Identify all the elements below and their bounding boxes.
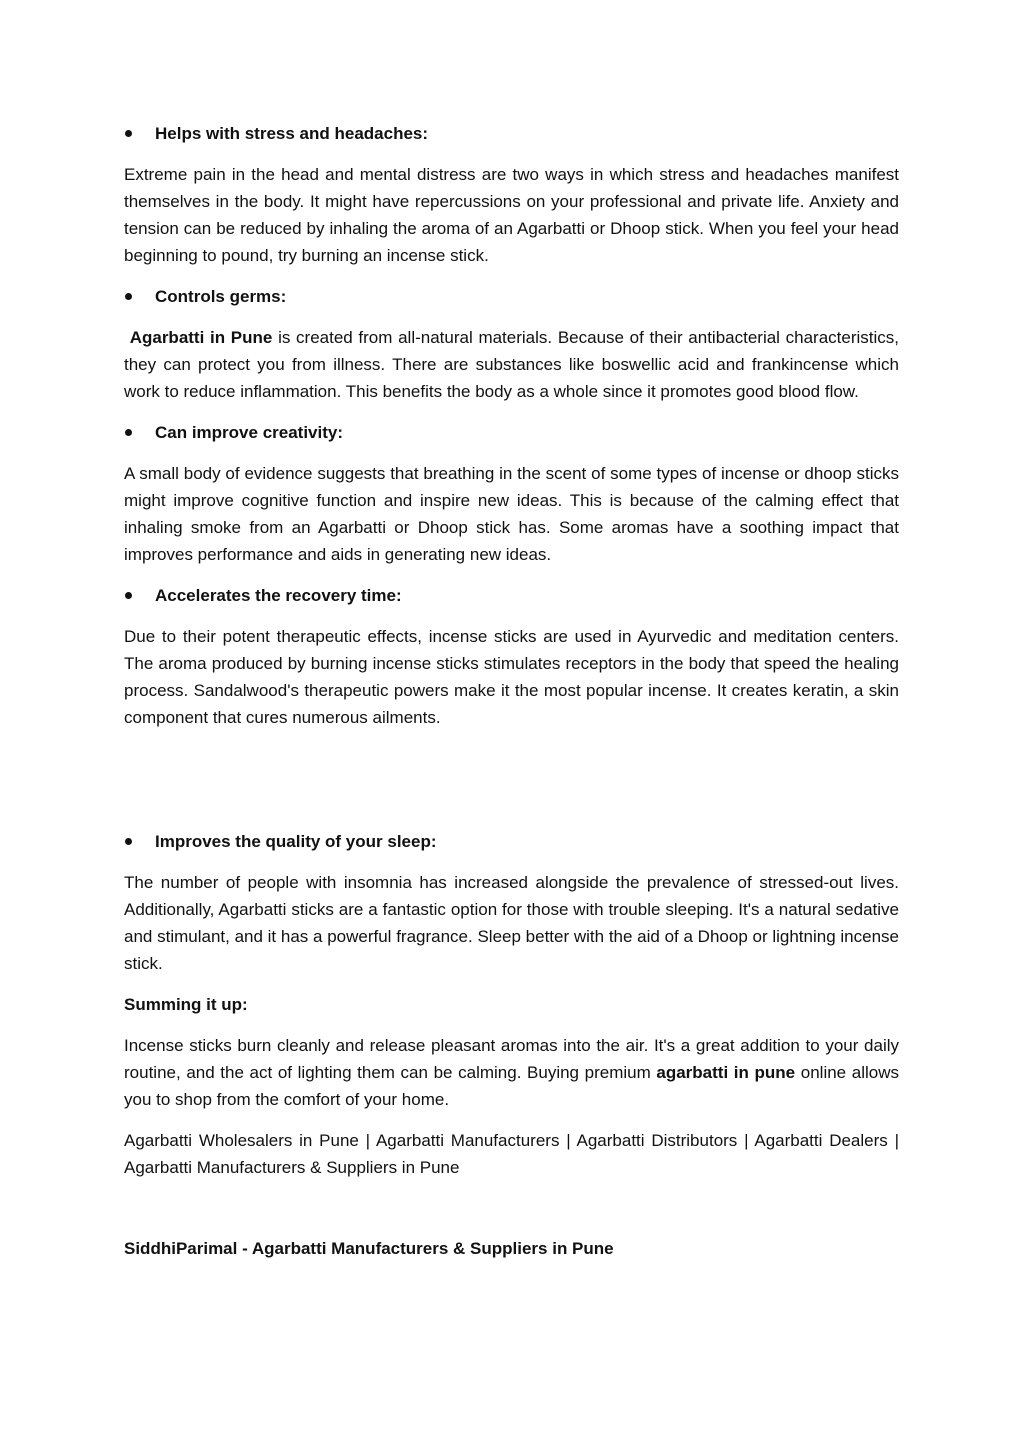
- section-heading-creativity: [124, 419, 899, 446]
- section-heading-text: Controls germs:: [155, 287, 287, 306]
- section-heading-text: Can improve creativity:: [155, 423, 344, 442]
- section-heading-text: Improves the quality of your sleep:: [155, 832, 437, 851]
- bold-keyword: agarbatti in pune: [656, 1063, 796, 1082]
- section-body-creativity: A small body of evidence suggests that breathing in the scent of some types of incense or dhoop sticks might improve cognitive function and inspire new ideas. This is because of the calming effect that inhaling smoke from an Agarbatti or Dhoop stick has. Some aromas have a soothing impact that improves performance and aids in generating new ideas.: [124, 464, 899, 564]
- section-body-text: is created from all-natural materials. Because of their antibacterial characteristics, they can protect you from illness. There are substances like boswellic acid and frankincense which work to reduce inflammation. This benefits the body as a whole since it promotes good blood flow.: [124, 328, 900, 401]
- section-heading-text: Helps with stress and headaches:: [155, 124, 429, 143]
- section-heading-text: Accelerates the recovery time:: [155, 586, 402, 605]
- summary-text: Incense sticks burn cleanly and release pleasant aromas into the air. It's a great addition to your daily routine, and the act of lighting them can be calming. Buying premium: [124, 1036, 899, 1082]
- section-body-stress: Extreme pain in the head and mental distress are two ways in which stress and headaches manifest themselves in the body. It might have repercussions on your professional and private life. Anxiety and tension can be reduced by inhaling the aroma of an Agarbatti or Dhoop stick. When you feel your head beginning to pound, try burning an incense stick.: [124, 165, 899, 265]
- section-heading-germs: [124, 283, 899, 310]
- section-heading-recovery: [124, 582, 899, 609]
- company-title: SiddhiParimal - Agarbatti Manufacturers & Suppliers in Pune: [124, 1239, 614, 1258]
- bullet-icon: [125, 838, 132, 845]
- section-body-sleep: The number of people with insomnia has increased alongside the prevalence of stressed-out lives. Additionally, Agarbatti sticks are a fantastic option for those with trouble sleeping. It's a natural sedative and stimulant, and it has a powerful fragrance. Sleep better with the aid of a Dhoop or lightning incense stick.: [124, 873, 899, 973]
- bullet-icon: [125, 130, 132, 137]
- spacer: [124, 745, 899, 828]
- summary-body: [124, 1032, 899, 1113]
- keywords-line: Agarbatti Wholesalers in Pune | Agarbatti Manufacturers | Agarbatti Distributors | Agarbatti Dealers | Agarbatti Manufacturers & Suppliers in Pune: [124, 1131, 899, 1177]
- bullet-icon: [125, 592, 132, 599]
- summary-text-end: online allows you to shop from the comfort of your home.: [124, 1063, 899, 1109]
- section-heading-sleep: [124, 828, 899, 855]
- summary-heading: Summing it up:: [124, 995, 248, 1014]
- bullet-icon: [125, 293, 132, 300]
- bullet-icon: [125, 429, 132, 436]
- bold-keyword: Agarbatti in Pune: [129, 328, 273, 347]
- document-page: [124, 120, 899, 1262]
- section-body-germs: [124, 324, 899, 405]
- section-body-recovery: Due to their potent therapeutic effects, incense sticks are used in Ayurvedic and meditation centers. The aroma produced by burning incense sticks stimulates receptors in the body that speed the healing process. Sandalwood's therapeutic powers make it the most popular incense. It creates keratin, a skin component that cures numerous ailments.: [124, 627, 899, 727]
- section-heading-stress: [124, 120, 899, 147]
